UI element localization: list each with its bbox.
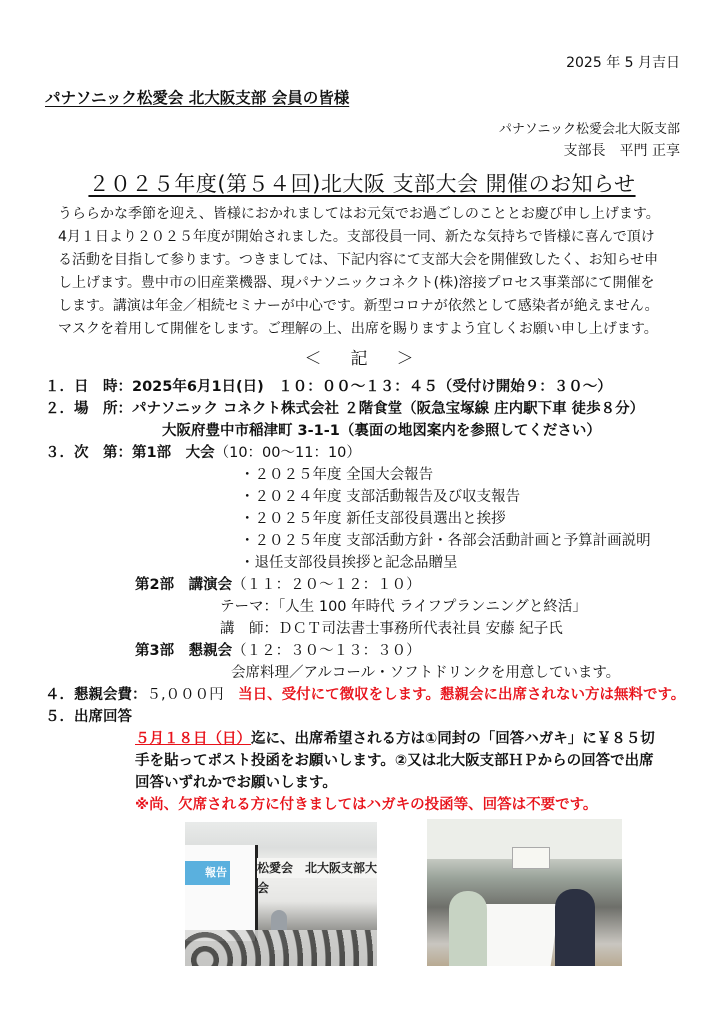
photo-meeting-lecture	[185, 822, 377, 966]
program-part3	[45, 640, 685, 662]
body-line: 4月１日より２０２５年度が開始されました。支部役員一同、新たな気持ちで皆様に喜んで頂け	[58, 229, 655, 245]
item-reply: ５．出席回答	[45, 709, 132, 725]
body-line: うららかな季節を迎え、皆様におかれましてはお元気でお過ごしのこととお慶び申し上げます。	[58, 206, 660, 222]
reply-line-1-text: 迄に、出席希望される方は①同封の「回答ハガキ」に￥８５切	[251, 731, 655, 747]
body-line: る活動を目指して参ります。つきましては、下記内容にて支部大会を開催致したく、お知らせ申	[58, 252, 659, 268]
agenda-item: ・退任支部役員挨拶と記念品贈呈	[240, 555, 458, 571]
fee-note: 当日、受付にて徴収をします。懇親会に出席されない方は無料です。	[238, 687, 686, 703]
agenda-item: ・２０２５年度 新任支部役員選出と挨拶	[240, 511, 506, 527]
reply-line-3: 回答いずれかでお願いします。	[135, 775, 337, 791]
reply-deadline: ５月１８日（日）	[135, 731, 251, 747]
document-date: 2025 年 5 月吉日	[566, 55, 680, 71]
item-program	[45, 442, 685, 464]
program-label: ３．次 第：	[45, 445, 132, 461]
program-part2	[45, 574, 685, 596]
item-fee	[45, 684, 685, 706]
part3-name: 第3部 懇親会	[135, 643, 233, 659]
body-line: します。講演は年金／相続セミナーが中心です。新型コロナが依然として感染者が絶えません。	[58, 298, 659, 314]
reply-line-1	[45, 728, 685, 750]
body-line: マスクを着用して開催をします。ご理解の上、出席を賜りますよう宜しくお願い申し上げます。	[58, 321, 658, 337]
projector-screen	[185, 845, 258, 941]
reply-note: ※尚、欠席される方に付きましてはハガキの投函等、回答は不要です。	[135, 797, 598, 813]
salutation: パナソニック松愛会 北大阪支部 会員の皆様	[45, 89, 350, 107]
fee-label: ４．懇親会費：	[45, 687, 147, 703]
ki-heading: ＜ 記 ＞	[304, 349, 420, 369]
datetime-value: 2025年6月1日(日) １０：００～１３：４５（受付け開始９：３０～）	[132, 379, 612, 395]
party-note: 会席料理／アルコール・ソフトドリンクを用意しています。	[231, 665, 621, 681]
photo-social-gathering	[427, 819, 622, 966]
part3-time: （１２：３０～１３：３０）	[232, 643, 421, 659]
agenda-item: ・２０２４年度 支部活動報告及び収支報告	[240, 489, 521, 505]
part1-time: （10：00～11：10）	[214, 445, 361, 461]
datetime-label: １．日 時：	[45, 379, 132, 395]
screen-banner: 報告	[185, 861, 230, 885]
part1-name: 第1部 大会	[132, 445, 215, 461]
greeting-body	[58, 203, 678, 341]
agenda-item: ・２０２５年度 支部活動方針・各部会活動計画と予算計画説明	[240, 533, 651, 549]
venue-value: パナソニック コネクト株式会社 ２階食堂（阪急宝塚線 庄内駅下車 徒歩８分）	[132, 401, 645, 417]
hall-screen	[512, 847, 550, 869]
part2-name: 第2部 講演会	[135, 577, 233, 593]
lecturer: 講 師：ＤＣＴ司法書士事務所代表社員 安藤 紀子氏	[220, 621, 563, 637]
stage-banner: 松愛会 北大阪支部大会	[257, 858, 377, 878]
audience	[185, 930, 377, 966]
body-line: し上げます。豊中市の旧産業機器、現パナソニックコネクト(株)溶接プロセス事業部にて開催を	[58, 275, 655, 291]
item-datetime	[45, 376, 685, 398]
fee-value: ５,０００円	[146, 687, 224, 703]
sender-organization: パナソニック松愛会北大阪支部	[498, 122, 680, 137]
part2-time: （１１：２０～１２：１０）	[232, 577, 421, 593]
reply-line-2: 手を貼ってポスト投函をお願いします。②又は北大阪支部ＨＰからの回答で出席	[135, 753, 654, 769]
item-venue	[45, 398, 685, 420]
sender-name: 支部長 平門 正享	[563, 143, 680, 159]
document-title: ２０２５年度(第５４回)北大阪 支部大会 開催のお知らせ	[88, 172, 636, 196]
attendee-figure	[449, 891, 487, 966]
lecture-theme: テーマ：「人生 100 年時代 ライフプランニングと終活」	[220, 599, 587, 615]
attendee-figure	[555, 889, 595, 966]
venue-label: ２．場 所：	[45, 401, 132, 417]
agenda-item: ・２０２５年度 全国大会報告	[240, 467, 434, 483]
venue-address: 大阪府豊中市稲津町 3-1-1（裏面の地図案内を参照してください）	[162, 423, 601, 439]
details-list	[45, 376, 685, 816]
